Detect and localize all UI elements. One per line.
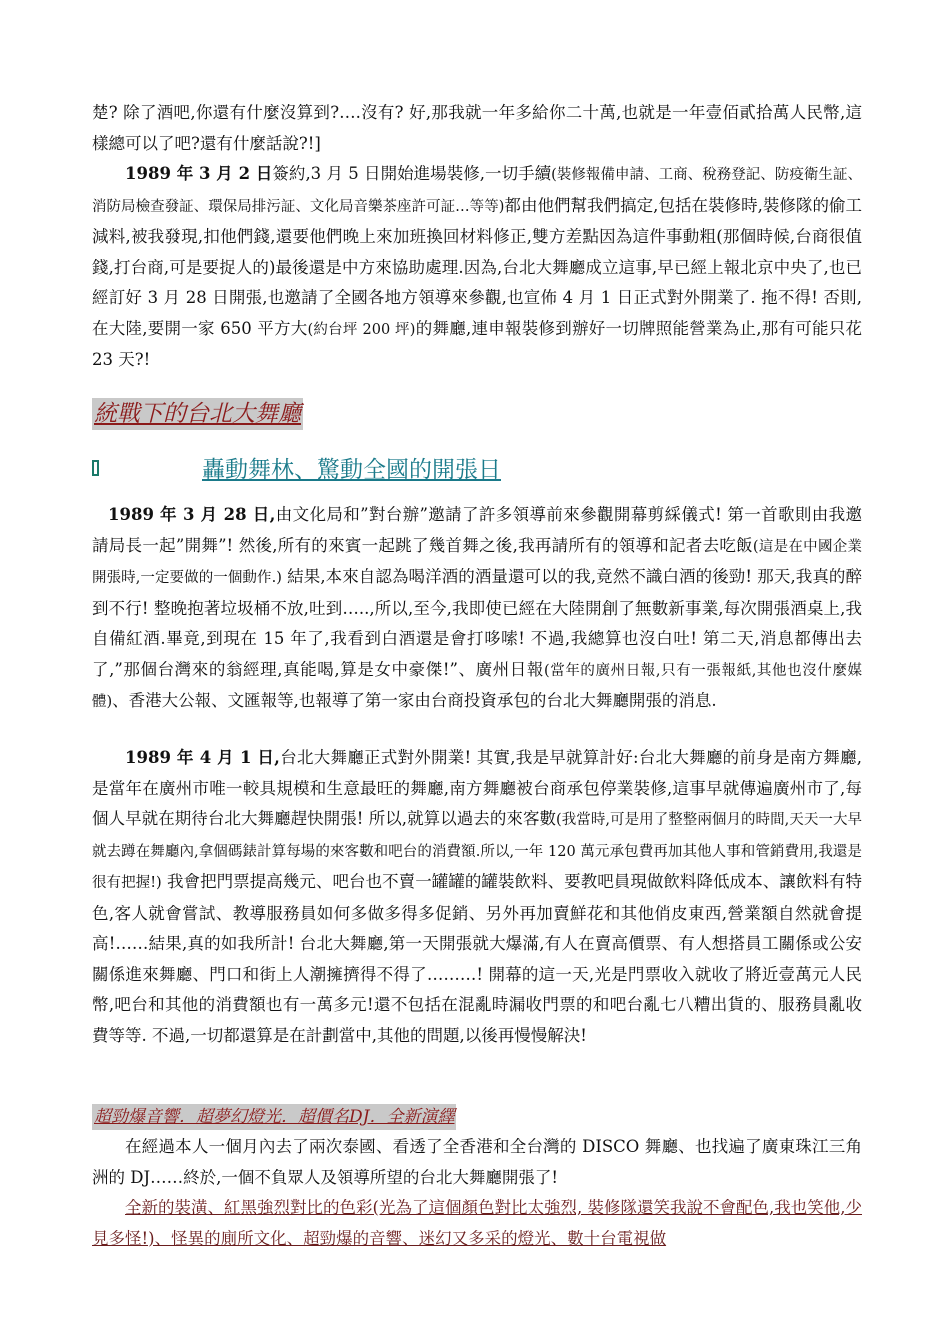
section-heading-opening-text: 轟動舞林、驚動全國的開張日 [202, 457, 501, 483]
signing-small-1: (裝修報備申請、工商、稅務登記、防疫衛生証、消防局檢查發証、環保局排污証、文化局音樂茶座許可証…等等) [92, 167, 862, 215]
opening-small-1: (這是在中國企業開張時,一定要做的一個動作.) [92, 538, 862, 586]
business-date: 1989 年 4 月 1 日, [125, 748, 280, 767]
paragraph-dj: 在經過本人一個月內去了兩次泰國、看透了全香港和全台灣的 DISCO 舞廳、也找遍了廣東珠江三角洲的 DJ……終於,一個不負眾人及領導所望的台北大舞廳開張了! [92, 1137, 862, 1187]
opening-text-2: 結果,本來自認為喝洋酒的酒量還可以的我,竟然不識白酒的後勁! 那天,我真的醉到不行! 整晚抱著垃圾桶不放,吐到…..,所以,至今,我即使已經在大陸開創了無數新事業,每次開張酒桌上,我自備紅酒.畢竟,到現在 15 年了,我看到白酒還是會打哆嗦! 不過,我總算也沒白吐! 第二天,消息都傳出去了,”那個台灣來的翁經理,真能喝,算是女中豪傑!”、廣州日報 [92, 567, 863, 679]
paragraph-intro: 楚? 除了酒吧,你還有什麼沒算到?….沒有? 好,那我就一年多給你二十萬,也就是一年壹佰貳拾萬人民幣,這樣總可以了吧?還有什麼話說?!] [92, 103, 862, 153]
section-heading-opening-day [92, 452, 872, 492]
business-small-1: (我當時,可是用了整整兩個月的時間,天天一大早就去蹲在舞廳內,拿個碼錶計算每場的來客數和吧台的消費額.所以,一年 120 萬元承包費再加其他人事和管銷費用,我還是很有把握!) [92, 812, 862, 891]
business-text-2: 我會把門票提高幾元、吧台也不賣一罐罐的罐裝飲料、要教吧員現做飲料降低成本、讓飲料有特色,客人就會嘗試、教導服務員如何多做多得多促銷、另外再加賣鮮花和其他俏皮東西,營業額自然就會提高!……結果,真的如我所計! 台北大舞廳,第一天開張就大爆滿,有人在賣高價票、有人想搭員工關係或公安關係進來舞廳、門口和街上人潮擁擠得不得了………! 開幕的這一天,光是門票收入就收了將近壹萬元人民幣,吧台和其他的消費額也有一萬多元!還不包括在混亂時漏收門票的和吧台亂七八糟出貨的、服務員亂收費等等. 不過,一切都還算是在計劃當中,其他的問題,以後再慢慢解決! [92, 872, 863, 1045]
signing-text-3: 的舞廳,連申報裝修到辦好一切牌照能營業為止,那有可能只花 23 天?! [92, 318, 862, 369]
opening-date: 1989 年 3 月 28 日, [108, 505, 276, 524]
paragraph-business [92, 743, 862, 1051]
signing-text-2: 都由他們幫我們搞定,包括在裝修時,裝修隊的偷工減料,被我發現,扣他們錢,還要他們晚上來加班換回材料修正,雙方差點因為這件事動粗(那個時候,台商很值錢,打台商,可是要捉人的)最後還是中方來協助處理.因為,台北大舞廳成立這事,早已經上報北京中央了,也已經訂好 3 月 28 日開張,也邀請了全國各地方領導來參觀,也宣佈 4 月 1 日正式對外開業了. 拖不得! 否則,在大陸,要開一家 650 平方大 [92, 195, 863, 338]
opening-small-2: (當年的廣州日報,只有一張報紙,其他也沒什麼媒體) [92, 662, 862, 710]
paragraph-signing [92, 159, 862, 376]
opening-text-1: 由文化局和”對台辦”邀請了許多領導前來參觀開幕剪綵儀式! 第一首歌則由我邀請局長一起”開舞”! 然後,所有的來賓一起跳了幾首舞之後,我再請所有的領導和記者去吃飯 [92, 505, 862, 555]
signing-text-1: 簽約,3 月 5 日開始進場裝修,一切手續 [272, 164, 552, 183]
paragraph-opening [92, 500, 862, 718]
signing-date: 1989 年 3 月 2 日 [125, 164, 273, 183]
section-heading-united-front: 統戰下的台北大舞廳 [92, 398, 303, 430]
business-text-1: 台北大舞廳正式對外開業! 其實,我是早就算計好:台北大舞廳的前身是南方舞廳,是當年在廣州市唯一較具規模和生意最旺的舞廳,南方舞廳被台商承包停業裝修,這事早就傳遍廣州市了,每個人早就在期待台北大舞廳趕快開張! 所以,就算以過去的來客數 [92, 748, 862, 828]
paragraph-decor: 全新的裝潢、紅黑強烈對比的色彩(光為了這個顏色對比太強烈, 裝修隊還笑我說不會配色,我也笑他,少見多怪!)、怪異的廁所文化、超勁爆的音響、迷幻又多采的燈光、數十台電視做 [92, 1198, 862, 1248]
section-heading-sound-light: 超勁爆音響．超夢幻燈光．超價名DJ．全新演繹 [92, 1104, 456, 1130]
opening-text-3: 、香港大公報、文匯報等,也報導了第一家由台商投資承包的台北大舞廳開張的消息. [112, 691, 717, 710]
bullet-icon [92, 460, 99, 476]
signing-small-2: (約台坪 200 坪) [307, 321, 416, 338]
